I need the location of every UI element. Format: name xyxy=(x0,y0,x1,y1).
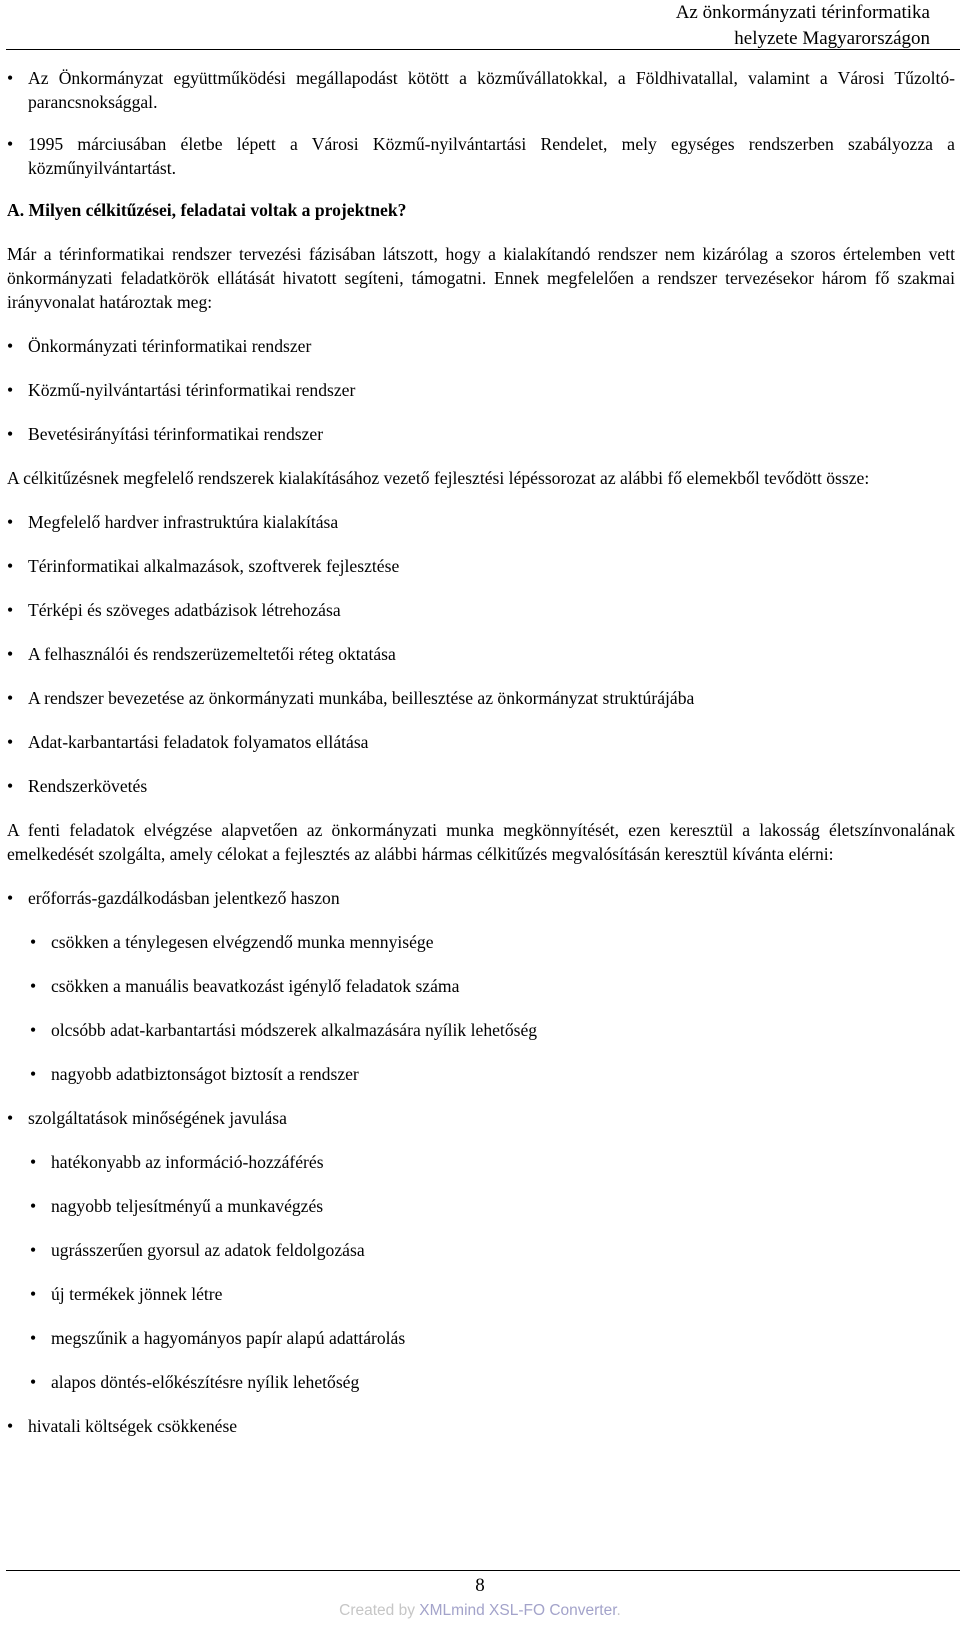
bullet-text: új termékek jönnek létre xyxy=(51,1284,223,1304)
bullet-text: Bevetésirányítási térinformatikai rendszer xyxy=(28,424,324,444)
list-item-goal xyxy=(7,1414,955,1438)
sub-list-item xyxy=(30,1326,955,1350)
credit-suffix: . xyxy=(616,1602,621,1619)
bullet-text: 1995 márciusában életbe lépett a Városi Közmű-nyilvántartási Rendelet, mely egységes rendszerben szabályozza a közműnyilvántartást. xyxy=(28,134,955,178)
bullet-text: hatékonyabb az információ-hozzáférés xyxy=(51,1152,324,1172)
bullet-text: nagyobb teljesítményű a munkavégzés xyxy=(51,1196,324,1216)
bullet-text: Térinformatikai alkalmazások, szoftverek fejlesztése xyxy=(28,556,400,576)
bullet-text: csökken a manuális beavatkozást igénylő feladatok száma xyxy=(51,976,460,996)
bullet-icon: • xyxy=(30,1064,37,1084)
section-heading: A. Milyen célkitűzései, feladatai voltak a projektnek? xyxy=(7,200,407,220)
credit-prefix: Created by xyxy=(339,1602,415,1619)
list-item-system xyxy=(7,378,955,402)
paragraph-intro: Már a térinformatikai rendszer tervezési fázisában látszott, hogy a kialakítandó rendszer nem kizárólag a szoros értelemben vett önkormányzati feladatkörök ellátását hivatott segíteni, támogatni. Ennek megfelelően a rendszer tervezésekor három fő szakmai irányvonalat határoztak meg: xyxy=(7,244,955,312)
list-item-goal xyxy=(7,1106,955,1130)
bullet-text: Rendszerkövetés xyxy=(28,776,148,796)
bullet-icon: • xyxy=(30,1284,37,1304)
bullet-text: csökken a ténylegesen elvégzendő munka mennyisége xyxy=(51,932,434,952)
bullet-icon: • xyxy=(30,1372,37,1392)
bullet-icon: • xyxy=(30,932,37,952)
sub-list-item xyxy=(30,1282,955,1306)
page-number: 8 xyxy=(475,1575,485,1596)
list-item-step xyxy=(7,774,955,798)
footer-rule xyxy=(6,1570,960,1571)
list-item-step xyxy=(7,686,955,710)
bullet-text: nagyobb adatbiztonságot biztosít a rendszer xyxy=(51,1064,359,1084)
bullet-icon: • xyxy=(30,976,37,996)
bullet-icon: • xyxy=(30,1328,37,1348)
list-item-step xyxy=(7,642,955,666)
credit-link[interactable]: XMLmind XSL-FO Converter xyxy=(419,1602,617,1619)
paragraph-steps-intro: A célkitűzésnek megfelelő rendszerek kialakításához vezető fejlesztési lépéssorozat az alábbi fő elemekből tevődött össze: xyxy=(7,468,870,488)
sub-list-item xyxy=(30,1150,955,1174)
bullet-icon: • xyxy=(7,336,14,356)
page-body xyxy=(7,66,955,1438)
sub-list-item xyxy=(30,1370,955,1394)
bullet-icon: • xyxy=(7,688,14,708)
bullet-icon: • xyxy=(30,1240,37,1260)
bullet-text: Adat-karbantartási feladatok folyamatos ellátása xyxy=(28,732,369,752)
bullet-icon: • xyxy=(7,68,14,88)
header-title-line2: helyzete Magyarországon xyxy=(734,28,930,49)
bullet-icon: • xyxy=(30,1152,37,1172)
bullet-icon: • xyxy=(7,134,14,154)
bullet-text: A felhasználói és rendszerüzemeltetői réteg oktatása xyxy=(28,644,396,664)
list-item-step xyxy=(7,554,955,578)
sub-list-item xyxy=(30,1238,955,1262)
bullet-text: A rendszer bevezetése az önkormányzati munkába, beillesztése az önkormányzat struktúrájába xyxy=(28,688,695,708)
bullet-text: alapos döntés-előkészítésre nyílik lehetőség xyxy=(51,1372,360,1392)
bullet-icon: • xyxy=(7,1108,14,1128)
bullet-icon: • xyxy=(7,644,14,664)
bullet-item-regulation xyxy=(7,132,955,180)
bullet-icon: • xyxy=(7,600,14,620)
bullet-text: olcsóbb adat-karbantartási módszerek alkalmazására nyílik lehetőség xyxy=(51,1020,538,1040)
list-item-step xyxy=(7,598,955,622)
bullet-text: Térképi és szöveges adatbázisok létrehozása xyxy=(28,600,341,620)
converter-credit xyxy=(0,1600,960,1622)
bullet-icon: • xyxy=(30,1196,37,1216)
bullet-text: Közmű-nyilvántartási térinformatikai rendszer xyxy=(28,380,356,400)
bullet-icon: • xyxy=(7,732,14,752)
bullet-text: szolgáltatások minőségének javulása xyxy=(28,1108,287,1128)
header-title-line1: Az önkormányzati térinformatika xyxy=(675,2,930,23)
bullet-text: Az Önkormányzat együttműködési megállapodást kötött a közművállatokkal, a Földhivatallal, valamint a Városi Tűzoltó-parancsnoksággal. xyxy=(28,68,955,112)
bullet-text: Megfelelő hardver infrastruktúra kialakítása xyxy=(28,512,339,532)
sub-list-item xyxy=(30,930,955,954)
bullet-icon: • xyxy=(7,380,14,400)
bullet-icon: • xyxy=(7,888,14,908)
header-rule xyxy=(6,49,960,50)
list-item-step xyxy=(7,510,955,534)
list-item-step xyxy=(7,730,955,754)
list-item-system xyxy=(7,422,955,446)
bullet-icon: • xyxy=(7,556,14,576)
list-item-goal xyxy=(7,886,955,910)
running-header xyxy=(230,0,930,52)
sub-list-item xyxy=(30,1018,955,1042)
bullet-item-agreement xyxy=(7,66,955,114)
bullet-icon: • xyxy=(7,1416,14,1436)
sub-list-item xyxy=(30,1062,955,1086)
bullet-text: erőforrás-gazdálkodásban jelentkező haszon xyxy=(28,888,340,908)
list-item-system xyxy=(7,334,955,358)
bullet-icon: • xyxy=(7,776,14,796)
sub-list-item xyxy=(30,1194,955,1218)
bullet-icon: • xyxy=(7,424,14,444)
bullet-text: hivatali költségek csökkenése xyxy=(28,1416,238,1436)
bullet-text: megszűnik a hagyományos papír alapú adattárolás xyxy=(51,1328,406,1348)
bullet-text: ugrásszerűen gyorsul az adatok feldolgozása xyxy=(51,1240,365,1260)
bullet-icon: • xyxy=(30,1020,37,1040)
sub-list-item xyxy=(30,974,955,998)
bullet-icon: • xyxy=(7,512,14,532)
paragraph-goals-intro: A fenti feladatok elvégzése alapvetően az önkormányzati munka megkönnyítését, ezen keresztül a lakosság életszínvonalának emelkedését szolgálta, amely célokat a fejlesztés az alábbi hármas célkitűzés megvalósításán keresztül kívánta elérni: xyxy=(7,820,955,864)
bullet-text: Önkormányzati térinformatikai rendszer xyxy=(28,336,312,356)
